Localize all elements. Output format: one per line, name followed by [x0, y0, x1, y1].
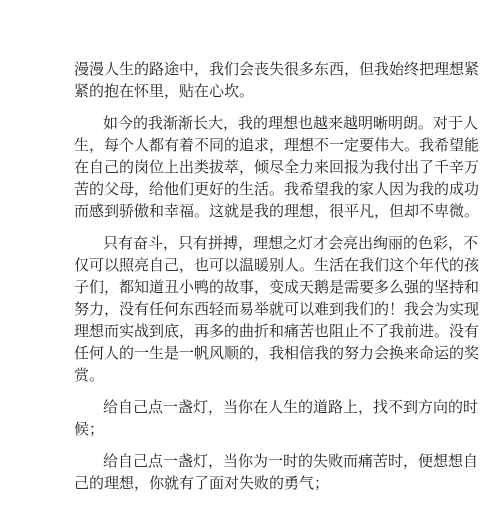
- paragraph-line: 给自己点一盏灯，当你为一时的失败而痛苦时，便想想自: [103, 452, 479, 470]
- paragraph-line: 生，每个人都有着不同的追求，理想不一定要伟大。我希望能: [74, 136, 480, 154]
- paragraph-4: [74, 396, 479, 440]
- paragraph-1: [74, 58, 480, 102]
- paragraph-line: 给自己点一盏灯，当你在人生的道路上，找不到方向的时: [103, 398, 479, 416]
- paragraph-line: 努力，没有任何东西轻而易举就可以难到我们的！我会为实现: [74, 300, 480, 318]
- paragraph-2: [74, 112, 480, 222]
- paragraph-line: 仅可以照亮自己，也可以温暖别人。生活在我们这个年代的孩: [74, 256, 480, 274]
- paragraph-line: 而感到骄傲和幸福。这就是我的理想，很平凡，但却不卑微。: [74, 202, 480, 220]
- paragraph-line: 在自己的岗位上出类拔萃，倾尽全力来回报为我付出了千辛万: [74, 158, 480, 176]
- paragraph-3: [74, 232, 480, 386]
- paragraph-line: 紧的抱在怀里，贴在心坎。: [74, 82, 255, 100]
- paragraph-line: 如今的我渐渐长大，我的理想也越来越明晰明朗。对于人: [103, 114, 479, 132]
- paragraph-line: 己的理想，你就有了面对失败的勇气；: [74, 474, 330, 492]
- paragraph-line: 理想而实战到底，再多的曲折和痛苦也阻止不了我前进。没有: [74, 322, 480, 340]
- paragraph-line: 只有奋斗，只有拼搏，理想之灯才会亮出绚丽的色彩，不: [103, 234, 479, 252]
- paragraph-5: [74, 450, 479, 494]
- paragraph-line: 候；: [74, 420, 105, 438]
- paragraph-line: 子们，都知道丑小鸭的故事，变成天鹅是需要多么强的坚持和: [74, 278, 480, 296]
- paragraph-line: 漫漫人生的路途中，我们会丧失很多东西，但我始终把理想紧: [74, 60, 480, 78]
- document-body: [74, 58, 480, 494]
- paragraph-line: 苦的父母，给他们更好的生活。我希望我的家人因为我的成功: [74, 180, 480, 198]
- paragraph-line: 赏。: [74, 366, 105, 384]
- paragraph-line: 任何人的一生是一帆风顺的，我相信我的努力会换来命运的奖: [74, 344, 480, 362]
